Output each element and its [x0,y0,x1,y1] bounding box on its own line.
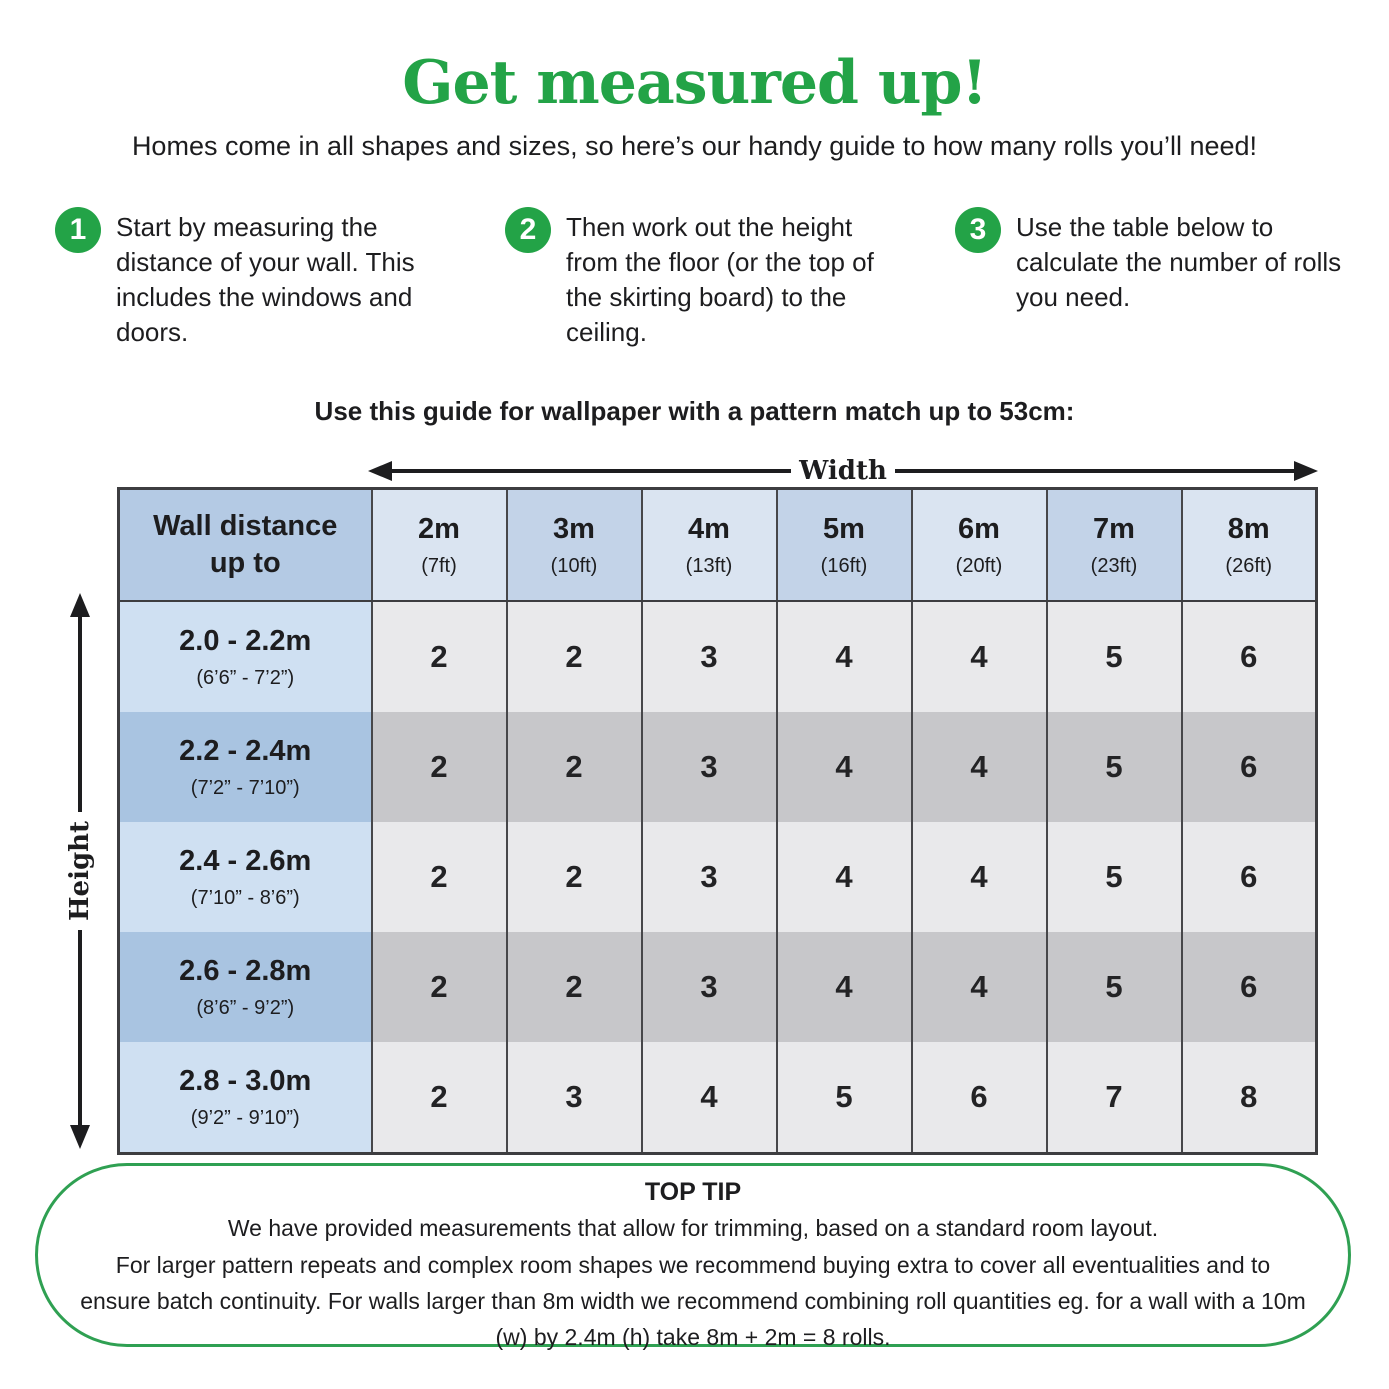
roll-count-cell: 2 [372,1042,507,1154]
column-header-4m: 4m (13ft) [642,489,777,602]
rolls-table [117,487,1318,1155]
top-tip-line2: For larger pattern repeats and complex room shapes we recommend buying extra to cover all eventualities and to ensure batch continuity. For walls larger than 8m width we recommend combining roll quantities eg. for a wall with a 10m (w) by 2.4m (h) take 8m + 2m = 8 rolls. [80,1252,1306,1350]
roll-count-cell: 2 [507,932,642,1042]
roll-count-cell: 2 [372,932,507,1042]
roll-count-cell: 7 [1047,1042,1182,1154]
step-3-number-badge [955,207,1001,253]
roll-count-cell: 4 [777,712,912,822]
row-label: 2.6 - 2.8m (8’6” - 9’2”) [119,932,372,1042]
roll-count-cell: 4 [912,712,1047,822]
width-axis-arrow [368,456,1318,486]
arrow-down-icon [70,1125,90,1149]
roll-count-cell: 4 [912,822,1047,932]
page-subtitle: Homes come in all shapes and sizes, so here’s our handy guide to how many rolls you’ll need! [131,131,1258,161]
arrow-left-icon [368,461,392,481]
roll-count-cell: 6 [912,1042,1047,1154]
column-header-8m: 8m (26ft) [1182,489,1317,602]
roll-count-cell: 5 [1047,932,1182,1042]
roll-count-cell: 6 [1182,712,1317,822]
roll-count-cell: 4 [642,1042,777,1154]
corner-header-cell: Wall distance up to [119,489,372,602]
table-row-2.2-2.4m [119,712,1317,822]
step-1-number: 1 [69,213,87,246]
roll-count-cell: 6 [1182,932,1317,1042]
step-2-text: Then work out the height from the floor (or the top of the skirting board) to the ceiling. [566,212,874,347]
step-3-text: Use the table below to calculate the number of rolls you need. [1016,212,1342,312]
roll-count-cell: 4 [777,822,912,932]
roll-count-cell: 5 [1047,822,1182,932]
roll-count-cell: 4 [777,932,912,1042]
table-caption: Use this guide for wallpaper with a pattern match up to 53cm: [314,396,1075,426]
height-axis-arrow [58,593,102,1149]
step-3-number: 3 [969,213,987,246]
column-header-5m: 5m (16ft) [777,489,912,602]
roll-count-cell: 4 [912,601,1047,712]
roll-count-cell: 3 [642,712,777,822]
step-1 [55,207,460,350]
table-row-2.6-2.8m [119,932,1317,1042]
width-axis-label: Width [799,456,887,486]
page-title: Get measured up! [402,48,987,118]
roll-count-cell: 6 [1182,601,1317,712]
roll-count-cell: 2 [507,822,642,932]
roll-count-cell: 3 [642,932,777,1042]
roll-count-cell: 2 [372,822,507,932]
arrow-line [78,617,82,812]
roll-count-cell: 3 [642,822,777,932]
row-label: 2.8 - 3.0m (9’2” - 9’10”) [119,1042,372,1154]
roll-count-cell: 4 [912,932,1047,1042]
step-1-text: Start by measuring the distance of your wall. This includes the windows and doors. [116,212,415,347]
height-axis-label: Height [65,820,96,922]
column-header-3m: 3m (10ft) [507,489,642,602]
roll-count-cell: 5 [1047,712,1182,822]
step-3 [955,207,1350,315]
row-label: 2.0 - 2.2m (6’6” - 7’2”) [119,601,372,712]
roll-count-cell: 5 [1047,601,1182,712]
roll-count-cell: 8 [1182,1042,1317,1154]
column-header-2m: 2m (7ft) [372,489,507,602]
top-tip-line1: We have provided measurements that allow for trimming, based on a standard room layout. [227,1215,1159,1241]
step-2 [505,207,910,350]
step-2-number-badge [505,207,551,253]
top-tip-heading: TOP TIP [644,1178,742,1206]
column-header-7m: 7m (23ft) [1047,489,1182,602]
arrow-line [392,469,791,473]
column-header-6m: 6m (20ft) [912,489,1047,602]
table-row-2.0-2.2m [119,601,1317,712]
arrow-up-icon [70,593,90,617]
row-label: 2.2 - 2.4m (7’2” - 7’10”) [119,712,372,822]
arrow-line [895,469,1294,473]
step-1-number-badge [55,207,101,253]
roll-count-cell: 2 [372,601,507,712]
roll-count-cell: 3 [642,601,777,712]
arrow-right-icon [1294,461,1318,481]
roll-count-cell: 6 [1182,822,1317,932]
top-tip-box [35,1163,1351,1350]
table-row-2.4-2.6m [119,822,1317,932]
roll-count-cell: 2 [507,601,642,712]
roll-count-cell: 3 [507,1042,642,1154]
table-header-row [119,489,1317,602]
table-row-2.8-3.0m [119,1042,1317,1154]
roll-count-cell: 5 [777,1042,912,1154]
row-label: 2.4 - 2.6m (7’10” - 8’6”) [119,822,372,932]
roll-count-cell: 2 [507,712,642,822]
arrow-line [78,930,82,1125]
step-2-number: 2 [519,213,537,246]
roll-count-cell: 4 [777,601,912,712]
roll-count-cell: 2 [372,712,507,822]
